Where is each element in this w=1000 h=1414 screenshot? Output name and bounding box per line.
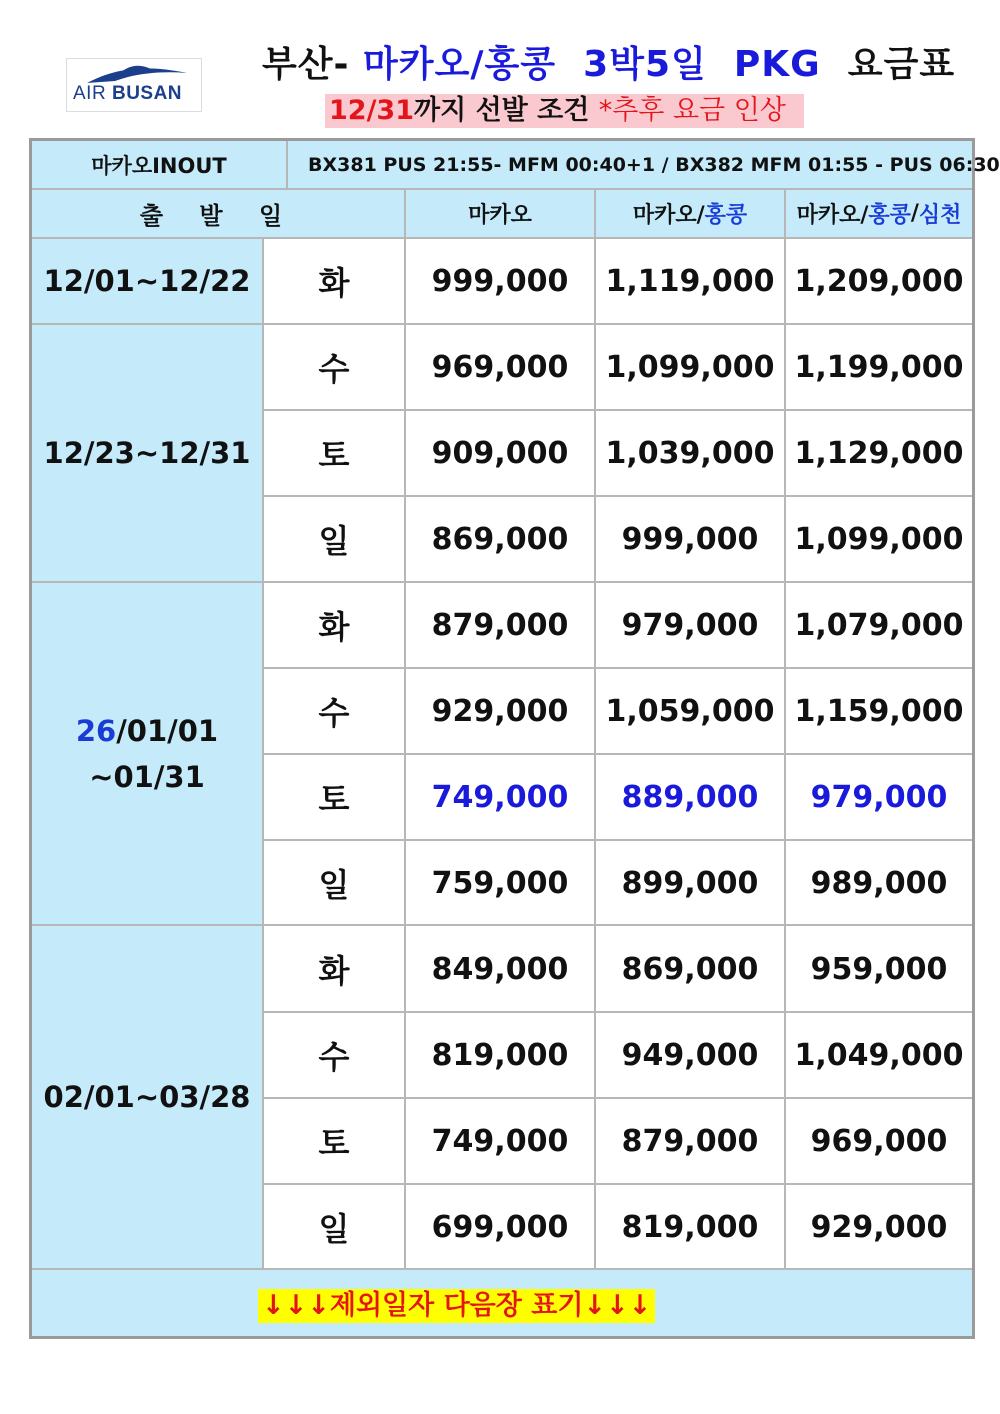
- price-cell: 879,000: [431, 607, 569, 643]
- price-cell: 879,000: [621, 1123, 759, 1159]
- price-cell: 1,209,000: [794, 263, 964, 299]
- period-1: 12/01~12/22: [32, 239, 262, 323]
- period-3: 26/01/01 ~01/31: [32, 583, 262, 924]
- air-busan-logo: [66, 58, 202, 112]
- flight-label: 마카오INOUT: [32, 141, 286, 188]
- divider: [404, 190, 406, 1268]
- price-cell: 869,000: [621, 951, 759, 987]
- price-cell: 1,199,000: [794, 349, 964, 385]
- divider: [264, 1183, 972, 1185]
- day-of-week-cell: 화: [318, 952, 350, 990]
- day-of-week-cell: 일: [318, 866, 350, 904]
- price-cell: 959,000: [810, 951, 948, 987]
- divider: [32, 323, 972, 325]
- header-departure-date: 출 발 일: [32, 190, 404, 237]
- day-of-week-cell: 토: [318, 1124, 350, 1162]
- period-4: 02/01~03/28: [32, 926, 262, 1268]
- day-of-week-cell: 화: [318, 608, 350, 646]
- day-of-week-cell: 수: [318, 350, 350, 388]
- divider: [784, 190, 786, 1268]
- price-cell: 749,000: [431, 1123, 569, 1159]
- divider: [264, 409, 972, 411]
- price-cell: 1,079,000: [794, 607, 964, 643]
- price-cell: 759,000: [431, 865, 569, 901]
- divider: [264, 667, 972, 669]
- price-cell: 979,000: [810, 779, 948, 815]
- divider: [264, 1011, 972, 1013]
- price-cell: 1,159,000: [794, 693, 964, 729]
- divider: [32, 188, 972, 190]
- price-cell: 929,000: [431, 693, 569, 729]
- price-cell: 909,000: [431, 435, 569, 471]
- divider: [262, 239, 264, 1268]
- day-of-week-cell: 일: [318, 522, 350, 560]
- header-macau-hongkong-shenzhen: 마카오/ 홍콩 / 심천: [786, 190, 972, 237]
- period-2: 12/23~12/31: [32, 325, 262, 581]
- price-cell: 889,000: [621, 779, 759, 815]
- price-cell: 969,000: [431, 349, 569, 385]
- price-cell: 849,000: [431, 951, 569, 987]
- divider: [32, 924, 972, 926]
- header-macau-hongkong: 마카오/ 홍콩: [596, 190, 784, 237]
- price-cell: 969,000: [810, 1123, 948, 1159]
- price-cell: 999,000: [431, 263, 569, 299]
- page-title: 부산- 마카오/홍콩 3박5일 PKG 요금표: [262, 44, 956, 85]
- price-cell: 929,000: [810, 1209, 948, 1245]
- price-cell: 1,129,000: [794, 435, 964, 471]
- price-cell: 949,000: [621, 1037, 759, 1073]
- price-cell: 979,000: [621, 607, 759, 643]
- price-cell: 1,099,000: [605, 349, 775, 385]
- day-of-week-cell: 수: [318, 1038, 350, 1076]
- price-cell: 699,000: [431, 1209, 569, 1245]
- price-cell: 819,000: [431, 1037, 569, 1073]
- divider: [264, 495, 972, 497]
- divider: [264, 753, 972, 755]
- price-cell: 1,099,000: [794, 521, 964, 557]
- divider: [264, 1097, 972, 1099]
- flight-schedule: BX381 PUS 21:55- MFM 00:40+1 / BX382 MFM 01:55 - PUS 06:30: [288, 141, 972, 188]
- divider: [32, 237, 972, 239]
- header-macau: 마카오: [406, 190, 594, 237]
- price-cell: 869,000: [431, 521, 569, 557]
- price-cell: 1,119,000: [605, 263, 775, 299]
- divider: [32, 581, 972, 583]
- price-cell: 1,039,000: [605, 435, 775, 471]
- price-cell: 1,059,000: [605, 693, 775, 729]
- day-of-week-cell: 화: [318, 264, 350, 302]
- price-cell: 749,000: [431, 779, 569, 815]
- day-of-week-cell: 토: [318, 436, 350, 474]
- divider: [264, 839, 972, 841]
- day-of-week-cell: 일: [318, 1210, 350, 1248]
- subtitle-notice: 12/31까지 선발 조건 *추후 요금 인상: [325, 94, 804, 128]
- price-cell: 819,000: [621, 1209, 759, 1245]
- logo-text: AIR BUSAN: [73, 83, 183, 104]
- divider: [594, 190, 596, 1268]
- price-cell: 1,049,000: [794, 1037, 964, 1073]
- day-of-week-cell: 토: [318, 780, 350, 818]
- price-cell: 899,000: [621, 865, 759, 901]
- price-cell: 989,000: [810, 865, 948, 901]
- footer-note: ↓↓↓제외일자 다음장 표기↓↓↓: [258, 1289, 655, 1323]
- price-cell: 999,000: [621, 521, 759, 557]
- divider: [286, 141, 288, 188]
- day-of-week-cell: 수: [318, 694, 350, 732]
